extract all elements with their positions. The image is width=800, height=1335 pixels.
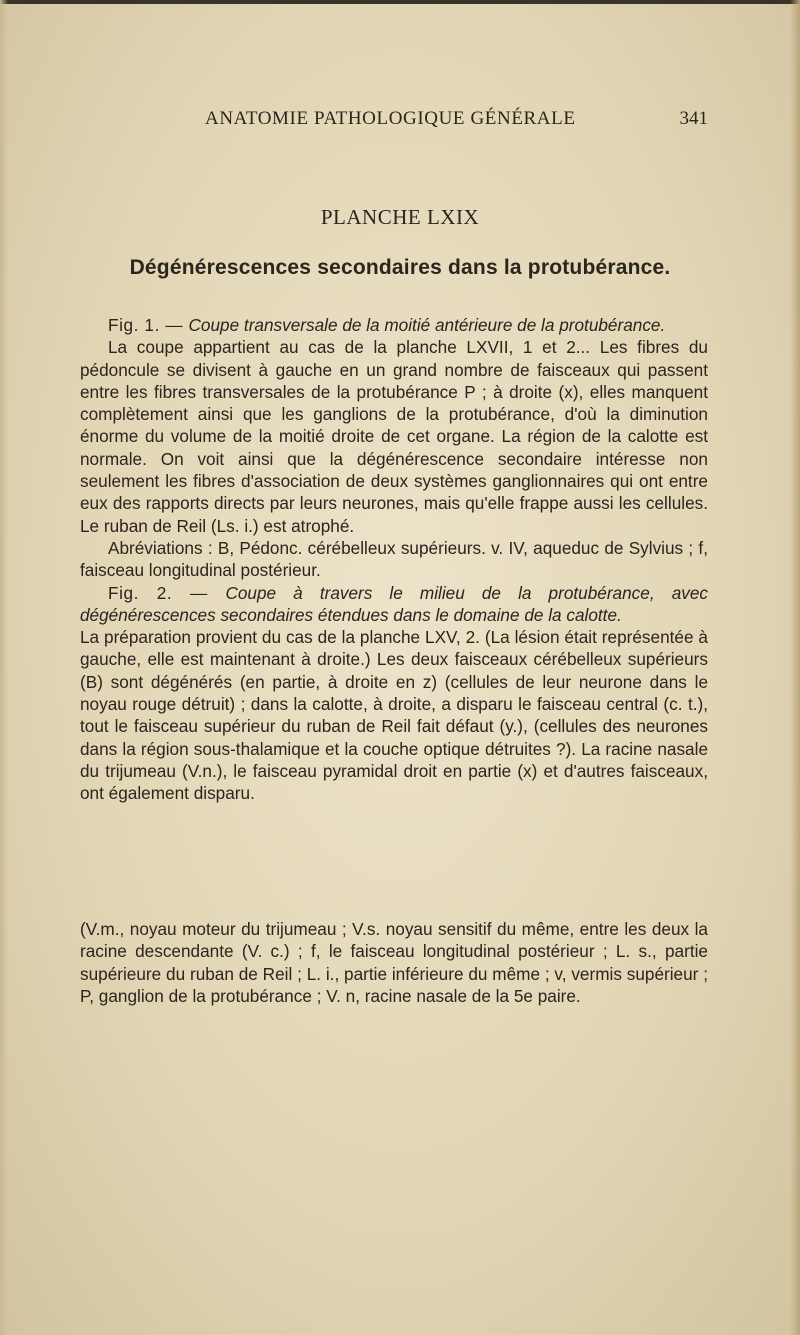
page-number: 341 — [679, 108, 708, 129]
page-top-border — [0, 0, 800, 4]
fig2-caption: Coupe à travers le milieu de la protubérance, avec dégénérescences secondaires étendues dans le domaine de la calotte. — [80, 582, 708, 625]
fig2-legend: (V.m., noyau moteur du trijumeau ; V.s. noyau sensitif du même, entre les deux la racine descendante (V. c.) ; f, le faisceau longitudinal postérieur ; L. s., partie supérieure du ruban de Reil ; L. i., partie inférieure du même ; v, vermis supérieur ; P, ganglion de la protubérance ; V. n, racine nasale de la 5e paire. — [80, 919, 708, 1006]
page-right-edge — [790, 0, 800, 1335]
fig1-caption: Coupe transversale de la moitié antérieure de la protubérance. — [188, 315, 666, 335]
fig1-abbreviations: Abréviations : B, Pédonc. cérébelleux supérieurs. v. IV, aqueduc de Sylvius ; f, faisceau longitudinal postérieur. — [80, 537, 708, 581]
page-left-edge — [0, 0, 8, 1335]
fig2-text: La préparation provient du cas de la planche LXV, 2. (La lésion était représentée à gauche, elle est maintenant à droite.) Les deux faisceaux cérébelleux supérieurs (B) sont dégénérés (en partie, à droite en z) (cellules de leur neurone dans le noyau rouge détruit) ; dans la calotte, à droite, a disparu le faisceau central (c. t.), tout le faisceau supérieur du ruban de Reil fait défaut (y.), (cellules des neurones dans la région sous-thalamique et la couche optique détruites ?). La racine nasale du trijumeau (V.n.), le faisceau pyramidal droit en partie (x) et d'autres faisceaux, ont également disparu. — [80, 627, 708, 804]
figure-descriptions — [80, 314, 708, 805]
plate-subtitle: Dégénérescences secondaires dans la protubérance. — [129, 256, 671, 279]
fig1-text: La coupe appartient au cas de la planche LXVII, 1 et 2... Les fibres du pédoncule se divisent à gauche en un grand nombre de faisceaux qui passent entre les fibres transversales de la protubérance P ; à droite (x), elles manquent complètement ainsi que les ganglions de la protubérance, d'où la diminution énorme du volume de la moitié droite de cet organe. La région de la calotte est normale. On voit ainsi que la dégénérescence secondaire intéresse non seulement les fibres d'association de deux systèmes ganglionnaires qui ont entre eux des rapports directs par leurs neurones, mais qu'elle frappe aussi les cellules. Le ruban de Reil (Ls. i.) est atrophé. — [80, 337, 708, 536]
plate-title: PLANCHE LXIX — [320, 205, 480, 229]
fig1-heading — [80, 314, 708, 336]
fig2-label: Fig. 2. — — [108, 582, 226, 603]
fig2-heading — [80, 582, 708, 627]
running-title: ANATOMIE PATHOLOGIQUE GÉNÉRALE — [205, 108, 576, 129]
fig2-legend-block — [80, 918, 708, 1007]
fig1-label: Fig. 1. — — [108, 315, 189, 335]
running-head — [80, 108, 708, 136]
